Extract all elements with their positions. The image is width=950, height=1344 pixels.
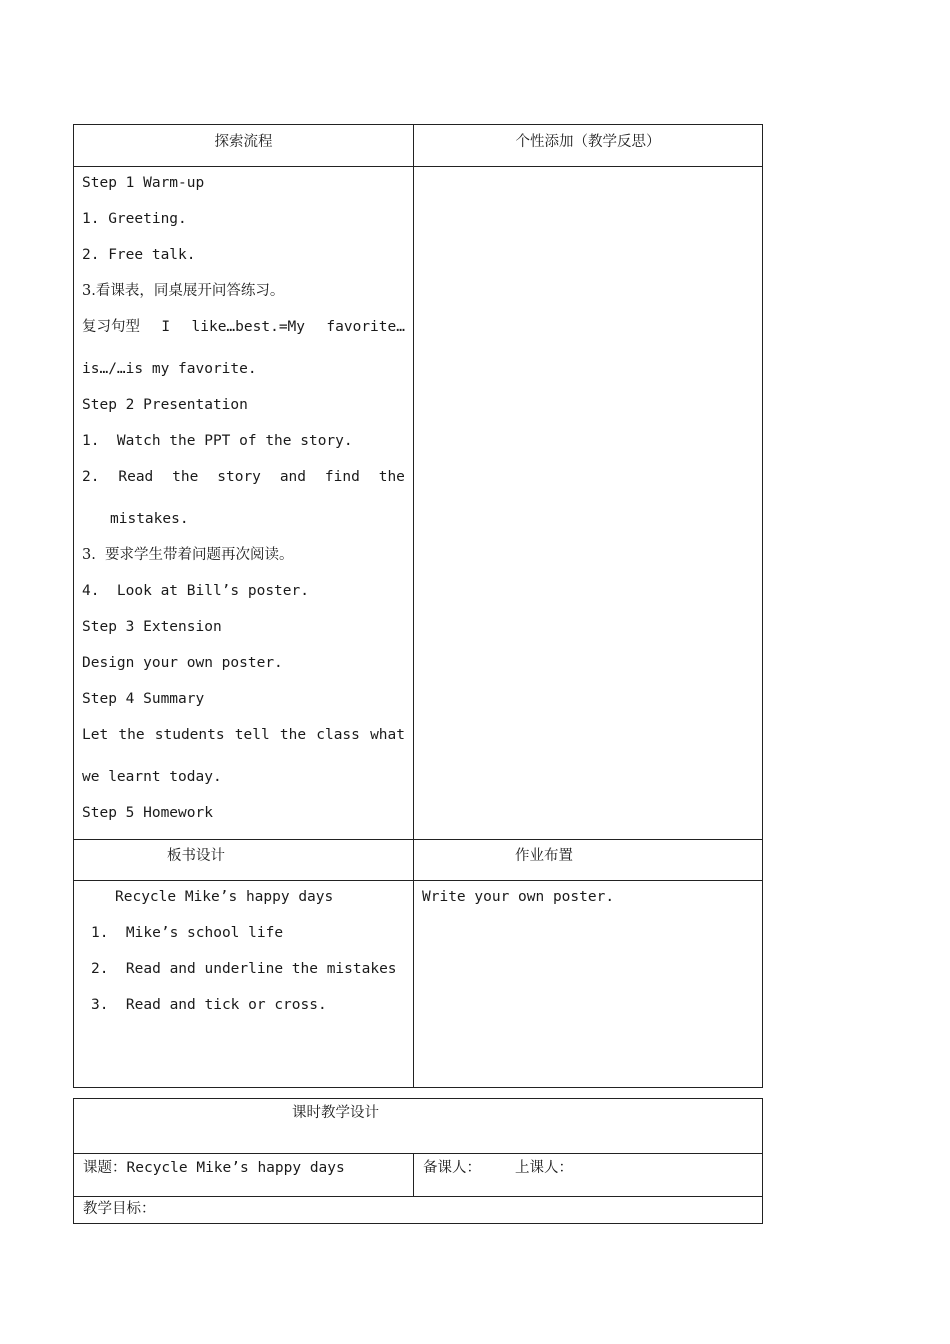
summary-word: the — [279, 727, 307, 743]
teacher-label: 上课人： — [515, 1160, 573, 1176]
topic-cell — [74, 1154, 414, 1197]
summary-word: class — [316, 727, 360, 743]
homework-header: 作业布置 — [414, 840, 763, 881]
review-word: like…best.=My — [191, 319, 306, 335]
summary-line — [82, 725, 405, 745]
review-word: I — [161, 319, 171, 335]
presentation-item-1: 1. Watch the PPT of the story. — [82, 433, 353, 449]
board-item: 3. Read and tick or cross. — [91, 997, 327, 1013]
homework-cell — [414, 881, 763, 1088]
item-word: the — [378, 469, 405, 485]
summary-word: the — [118, 727, 145, 743]
review-word: favorite… — [326, 319, 405, 335]
presentation-item-4: 4. Look at Bill’s poster. — [82, 583, 309, 599]
lesson-design-table — [73, 1098, 763, 1224]
reflection-header: 个性添加（教学反思） — [414, 125, 763, 167]
homework-text: Write your own poster. — [422, 889, 615, 905]
topic-value: Recycle Mike’s happy days — [126, 1160, 345, 1176]
summary-word: what — [370, 727, 405, 743]
summary-word: tell — [234, 727, 270, 743]
topic-label: 课题： — [83, 1160, 127, 1176]
lesson-plan-table — [73, 124, 763, 1088]
warmup-item-3: 3.看课表，同桌展开问答练习。 — [82, 283, 285, 299]
summary-word: Let — [82, 727, 109, 743]
step-1-heading: Step 1 Warm-up — [82, 175, 205, 191]
step-2-heading: Step 2 Presentation — [82, 397, 248, 413]
review-pattern-cont: is…/…is my favorite. — [82, 361, 257, 377]
objectives-label: 教学目标： — [74, 1197, 763, 1224]
step-3-heading: Step 3 Extension — [82, 619, 222, 635]
process-cell — [74, 167, 414, 840]
staff-cell — [414, 1154, 763, 1197]
step-4-heading: Step 4 Summary — [82, 691, 205, 707]
process-header: 探索流程 — [74, 125, 414, 167]
board-title: Recycle Mike’s happy days — [115, 889, 334, 905]
item-word: and — [279, 469, 307, 485]
warmup-item-1: 1. Greeting. — [82, 211, 187, 227]
item-word: Read — [118, 469, 154, 485]
presentation-item-3: 3. 要求学生带着问题再次阅读。 — [82, 547, 294, 563]
item-word: the — [172, 469, 199, 485]
list-number: 2. — [82, 469, 100, 485]
presentation-item-2-cont: mistakes. — [110, 511, 189, 527]
lesson-design-title: 课时教学设计 — [74, 1099, 763, 1154]
board-design-header: 板书设计 — [74, 840, 414, 881]
preparer-label: 备课人： — [423, 1160, 481, 1176]
summary-word: students — [154, 727, 225, 743]
item-word: find — [324, 469, 360, 485]
board-design-cell — [74, 881, 414, 1088]
extension-item: Design your own poster. — [82, 655, 283, 671]
review-pattern-line — [82, 317, 405, 337]
reflection-cell — [414, 167, 763, 840]
warmup-item-2: 2. Free talk. — [82, 247, 196, 263]
item-word: story — [217, 469, 261, 485]
summary-line-cont: we learnt today. — [82, 769, 222, 785]
board-item: 1. Mike’s school life — [91, 925, 284, 941]
step-5-heading: Step 5 Homework — [82, 805, 213, 821]
board-item: 2. Read and underline the mistakes — [91, 961, 397, 977]
review-word: 复习句型 — [82, 319, 140, 335]
presentation-item-2 — [82, 467, 405, 487]
